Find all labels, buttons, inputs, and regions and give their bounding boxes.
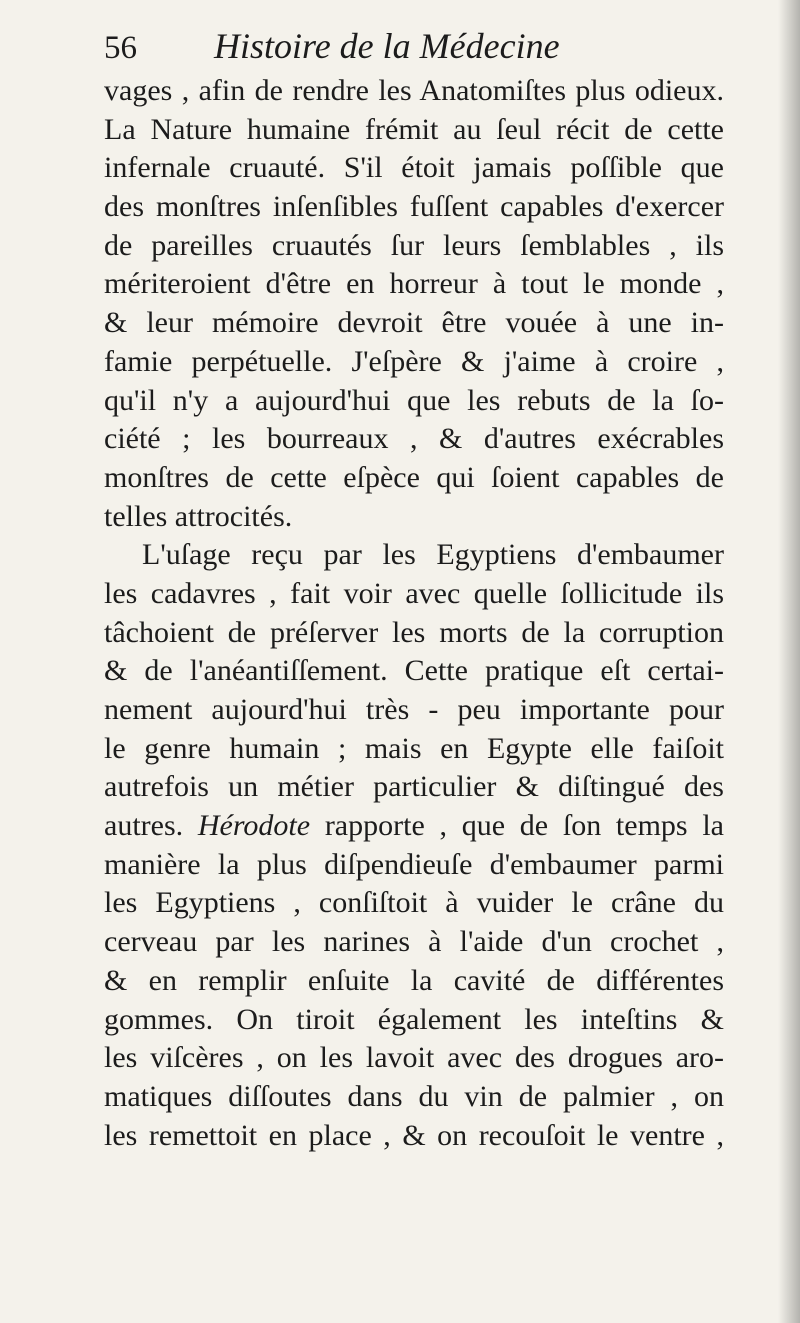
text-line: & de l'anéantiſſement. Cette pratique eſt certai- [104,654,724,688]
text-line: infernale cruauté. S'il étoit jamais poſſible que [104,151,724,185]
body-text [104,72,724,1155]
paragraph-1 [104,72,724,536]
text-line: tâchoient de préſerver les morts de la corruption [104,615,724,649]
text-line: ciété ; les bourreaux , & d'autres exécrables [104,422,724,456]
text-line: & en remplir enſuite la cavité de différentes [104,963,724,997]
text-line: gommes. On tiroit également les inteſtins & [104,1002,724,1036]
text-line: qu'il n'y a aujourd'hui que les rebuts de la ſo- [104,383,724,417]
author-name-italic: Hérodote [197,809,311,843]
text-line: nement aujourd'hui très - peu importante pour [104,693,724,726]
running-title: Histoire de la Médecine [214,26,560,66]
page-number: 56 [104,30,137,66]
text-line: les viſcères , on les lavoit avec des drogues aro- [104,1041,724,1075]
text-line: telles attrocités. [104,499,293,533]
text-fragment: autres. [104,809,198,843]
text-line: de pareilles cruautés ſur leurs ſemblables , ils [104,228,724,262]
text-line [104,807,724,846]
text-line: autrefois un métier particulier & diſtingué des [104,770,724,804]
text-line: matiques diſſoutes dans du vin de palmier , on [104,1079,724,1113]
paragraph-2 [104,536,724,1155]
text-line: manière la plus diſpendieuſe d'embaumer parmi [104,847,724,881]
text-line: les cadavres , fait voir avec quelle ſollicitude ils [104,576,724,610]
text-line: les Egyptiens , conſiſtoit à vuider le crâne du [104,886,724,920]
text-fragment: rapporte , que de ſon temps la [310,809,724,843]
text-line: & leur mémoire devroit être vouée à une in- [104,306,724,340]
running-head [104,26,744,70]
text-line: cerveau par les narines à l'aide d'un crochet , [104,925,724,959]
text-line: le genre humain ; mais en Egypte elle faiſoit [104,731,724,765]
text-line: les remettoit en place , & on recouſoit le ventre , [104,1118,724,1152]
text-line: mériteroient d'être en horreur à tout le monde , [104,267,724,301]
text-line: famie perpétuelle. J'eſpère & j'aime à croire , [104,344,724,378]
text-line: monſtres de cette eſpèce qui ſoient capables de [104,460,724,494]
text-line: La Nature humaine frémit au ſeul récit de cette [104,112,724,146]
text-line: vages , afin de rendre les Anatomiſtes plus odieux. [104,74,724,107]
text-line: des monſtres inſenſibles fuſſent capables d'exercer [104,190,724,224]
text-line: L'uſage reçu par les Egyptiens d'embaumer [142,538,724,572]
